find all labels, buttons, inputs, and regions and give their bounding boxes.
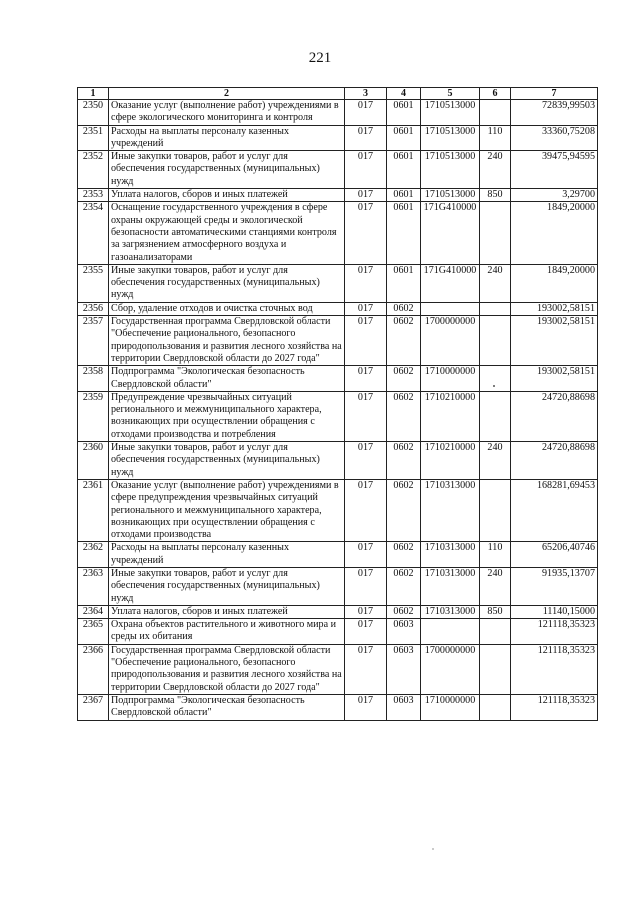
table-row bbox=[78, 264, 598, 302]
row-name-cell: Оснащение государственного учреждения в сфере охраны окружающей среды и экологической безопасности автоматическими станциями контроля за загрязнением атмосферного воздуха и газоанализаторами bbox=[109, 202, 345, 264]
row-name-cell: Государственная программа Свердловской области "Обеспечение рационального, безопасного природопользования и развития лесного хозяйства на территории Свердловской области до 2027 года" bbox=[109, 316, 345, 366]
section-code-cell: 0602 bbox=[387, 479, 421, 541]
table-row bbox=[78, 366, 598, 392]
row-name-cell: Предупреждение чрезвычайных ситуаций регионального и межмуниципального характера, возникающих при осуществлении обращения с отходами производства и потребления bbox=[109, 391, 345, 441]
amount-cell: 121118,35323 bbox=[511, 694, 598, 720]
target-code-cell: 1710313000 bbox=[421, 479, 480, 541]
section-code-cell: 0603 bbox=[387, 619, 421, 645]
row-name-cell: Иные закупки товаров, работ и услуг для обеспечения государственных (муниципальных) нужд bbox=[109, 264, 345, 302]
row-name-cell: Оказание услуг (выполнение работ) учреждениями в сфере экологического мониторинга и контроля bbox=[109, 100, 345, 126]
amount-cell: 1849,20000 bbox=[511, 202, 598, 264]
ministry-code-cell: 017 bbox=[345, 202, 387, 264]
ministry-code-cell: 017 bbox=[345, 302, 387, 315]
target-code-cell bbox=[421, 302, 480, 315]
target-code-cell: 1710210000 bbox=[421, 391, 480, 441]
target-code-cell bbox=[421, 619, 480, 645]
row-name-cell: Расходы на выплаты персоналу казенных учреждений bbox=[109, 542, 345, 568]
amount-cell: 65206,40746 bbox=[511, 542, 598, 568]
expense-type-cell bbox=[480, 619, 511, 645]
col-header-5: 5 bbox=[421, 88, 480, 100]
row-number-cell: 2350 bbox=[78, 100, 109, 126]
row-name-cell: Подпрограмма "Экологическая безопасность Свердловской области" bbox=[109, 366, 345, 392]
amount-cell: 24720,88698 bbox=[511, 442, 598, 480]
ministry-code-cell: 017 bbox=[345, 567, 387, 605]
target-code-cell: 171G410000 bbox=[421, 202, 480, 264]
table-row bbox=[78, 302, 598, 315]
col-header-4: 4 bbox=[387, 88, 421, 100]
col-header-1: 1 bbox=[78, 88, 109, 100]
amount-cell: 24720,88698 bbox=[511, 391, 598, 441]
table-row bbox=[78, 189, 598, 202]
expense-type-cell: 240 bbox=[480, 567, 511, 605]
expense-type-cell: 240 bbox=[480, 264, 511, 302]
target-code-cell: 1710513000 bbox=[421, 125, 480, 151]
table-row bbox=[78, 619, 598, 645]
expense-type-cell: 240 bbox=[480, 151, 511, 189]
expense-type-cell bbox=[480, 391, 511, 441]
row-name-cell: Охрана объектов растительного и животного мира и среды их обитания bbox=[109, 619, 345, 645]
table-row bbox=[78, 694, 598, 720]
ministry-code-cell: 017 bbox=[345, 189, 387, 202]
section-code-cell: 0601 bbox=[387, 189, 421, 202]
table-row bbox=[78, 125, 598, 151]
row-name-cell: Иные закупки товаров, работ и услуг для обеспечения государственных (муниципальных) нужд bbox=[109, 151, 345, 189]
table-row bbox=[78, 391, 598, 441]
table-row bbox=[78, 542, 598, 568]
row-number-cell: 2352 bbox=[78, 151, 109, 189]
table-row bbox=[78, 644, 598, 694]
target-code-cell: 1710313000 bbox=[421, 567, 480, 605]
ministry-code-cell: 017 bbox=[345, 605, 387, 618]
row-number-cell: 2358 bbox=[78, 366, 109, 392]
table-row bbox=[78, 202, 598, 264]
expense-type-cell bbox=[480, 366, 511, 392]
row-number-cell: 2362 bbox=[78, 542, 109, 568]
table-row bbox=[78, 479, 598, 541]
section-code-cell: 0602 bbox=[387, 302, 421, 315]
row-number-cell: 2355 bbox=[78, 264, 109, 302]
ministry-code-cell: 017 bbox=[345, 391, 387, 441]
amount-cell: 91935,13707 bbox=[511, 567, 598, 605]
amount-cell: 39475,94595 bbox=[511, 151, 598, 189]
amount-cell: 11140,15000 bbox=[511, 605, 598, 618]
table-row bbox=[78, 605, 598, 618]
row-number-cell: 2359 bbox=[78, 391, 109, 441]
section-code-cell: 0602 bbox=[387, 567, 421, 605]
section-code-cell: 0603 bbox=[387, 644, 421, 694]
target-code-cell: 1700000000 bbox=[421, 644, 480, 694]
expense-type-cell: 240 bbox=[480, 442, 511, 480]
section-code-cell: 0601 bbox=[387, 100, 421, 126]
amount-cell: 3,29700 bbox=[511, 189, 598, 202]
table-row bbox=[78, 151, 598, 189]
target-code-cell: 1710000000 bbox=[421, 694, 480, 720]
row-number-cell: 2367 bbox=[78, 694, 109, 720]
section-code-cell: 0601 bbox=[387, 125, 421, 151]
target-code-cell: 1710000000 bbox=[421, 366, 480, 392]
row-name-cell: Иные закупки товаров, работ и услуг для обеспечения государственных (муниципальных) нужд bbox=[109, 567, 345, 605]
ministry-code-cell: 017 bbox=[345, 316, 387, 366]
row-name-cell: Оказание услуг (выполнение работ) учреждениями в сфере предупреждения чрезвычайных ситуаций регионального и межмуниципального характера, возникающих при осуществлении обращения с отходами производства bbox=[109, 479, 345, 541]
expense-type-cell bbox=[480, 644, 511, 694]
row-number-cell: 2351 bbox=[78, 125, 109, 151]
amount-cell: 168281,69453 bbox=[511, 479, 598, 541]
ministry-code-cell: 017 bbox=[345, 479, 387, 541]
row-name-cell: Иные закупки товаров, работ и услуг для обеспечения государственных (муниципальных) нужд bbox=[109, 442, 345, 480]
row-name-cell: Сбор, удаление отходов и очистка сточных вод bbox=[109, 302, 345, 315]
amount-cell: 33360,75208 bbox=[511, 125, 598, 151]
section-code-cell: 0602 bbox=[387, 542, 421, 568]
ministry-code-cell: 017 bbox=[345, 125, 387, 151]
row-number-cell: 2360 bbox=[78, 442, 109, 480]
col-header-2: 2 bbox=[109, 88, 345, 100]
target-code-cell: 171G410000 bbox=[421, 264, 480, 302]
row-number-cell: 2365 bbox=[78, 619, 109, 645]
target-code-cell: 1710313000 bbox=[421, 542, 480, 568]
expense-type-cell bbox=[480, 316, 511, 366]
section-code-cell: 0602 bbox=[387, 366, 421, 392]
target-code-cell: 1700000000 bbox=[421, 316, 480, 366]
expense-type-cell bbox=[480, 479, 511, 541]
ministry-code-cell: 017 bbox=[345, 264, 387, 302]
table-row bbox=[78, 567, 598, 605]
row-number-cell: 2356 bbox=[78, 302, 109, 315]
ministry-code-cell: 017 bbox=[345, 151, 387, 189]
table-body bbox=[78, 100, 598, 721]
col-header-7: 7 bbox=[511, 88, 598, 100]
row-number-cell: 2357 bbox=[78, 316, 109, 366]
row-number-cell: 2354 bbox=[78, 202, 109, 264]
target-code-cell: 1710313000 bbox=[421, 605, 480, 618]
row-name-cell: Расходы на выплаты персоналу казенных учреждений bbox=[109, 125, 345, 151]
expense-type-cell: 850 bbox=[480, 605, 511, 618]
section-code-cell: 0601 bbox=[387, 264, 421, 302]
budget-table bbox=[77, 87, 598, 721]
ministry-code-cell: 017 bbox=[345, 619, 387, 645]
ministry-code-cell: 017 bbox=[345, 542, 387, 568]
col-header-6: 6 bbox=[480, 88, 511, 100]
expense-type-cell: 110 bbox=[480, 125, 511, 151]
section-code-cell: 0602 bbox=[387, 605, 421, 618]
row-number-cell: 2366 bbox=[78, 644, 109, 694]
page-number: 221 bbox=[308, 50, 332, 66]
amount-cell: 193002,58151 bbox=[511, 302, 598, 315]
row-number-cell: 2361 bbox=[78, 479, 109, 541]
ministry-code-cell: 017 bbox=[345, 366, 387, 392]
row-name-cell: Государственная программа Свердловской области "Обеспечение рационального, безопасного природопользования и развития лесного хозяйства на территории Свердловской области до 2027 года" bbox=[109, 644, 345, 694]
target-code-cell: 1710513000 bbox=[421, 151, 480, 189]
row-number-cell: 2353 bbox=[78, 189, 109, 202]
amount-cell: 72839,99503 bbox=[511, 100, 598, 126]
target-code-cell: 1710513000 bbox=[421, 100, 480, 126]
row-number-cell: 2364 bbox=[78, 605, 109, 618]
row-name-cell: Подпрограмма "Экологическая безопасность Свердловской области" bbox=[109, 694, 345, 720]
amount-cell: 121118,35323 bbox=[511, 644, 598, 694]
scan-dot bbox=[493, 385, 495, 387]
section-code-cell: 0602 bbox=[387, 316, 421, 366]
section-code-cell: 0602 bbox=[387, 442, 421, 480]
table-row bbox=[78, 316, 598, 366]
section-code-cell: 0602 bbox=[387, 391, 421, 441]
expense-type-cell bbox=[480, 100, 511, 126]
expense-type-cell bbox=[480, 202, 511, 264]
amount-cell: 1849,20000 bbox=[511, 264, 598, 302]
col-header-3: 3 bbox=[345, 88, 387, 100]
amount-cell: 121118,35323 bbox=[511, 619, 598, 645]
row-name-cell: Уплата налогов, сборов и иных платежей bbox=[109, 189, 345, 202]
expense-type-cell: 850 bbox=[480, 189, 511, 202]
ministry-code-cell: 017 bbox=[345, 100, 387, 126]
ministry-code-cell: 017 bbox=[345, 644, 387, 694]
table-row bbox=[78, 100, 598, 126]
row-name-cell: Уплата налогов, сборов и иных платежей bbox=[109, 605, 345, 618]
expense-type-cell: 110 bbox=[480, 542, 511, 568]
amount-cell: 193002,58151 bbox=[511, 316, 598, 366]
section-code-cell: 0601 bbox=[387, 202, 421, 264]
table-row bbox=[78, 442, 598, 480]
table-header-row bbox=[78, 88, 598, 100]
scan-dot bbox=[432, 848, 434, 850]
expense-type-cell bbox=[480, 302, 511, 315]
row-number-cell: 2363 bbox=[78, 567, 109, 605]
target-code-cell: 1710210000 bbox=[421, 442, 480, 480]
ministry-code-cell: 017 bbox=[345, 694, 387, 720]
section-code-cell: 0603 bbox=[387, 694, 421, 720]
target-code-cell: 1710513000 bbox=[421, 189, 480, 202]
amount-cell: 193002,58151 bbox=[511, 366, 598, 392]
expense-type-cell bbox=[480, 694, 511, 720]
section-code-cell: 0601 bbox=[387, 151, 421, 189]
ministry-code-cell: 017 bbox=[345, 442, 387, 480]
